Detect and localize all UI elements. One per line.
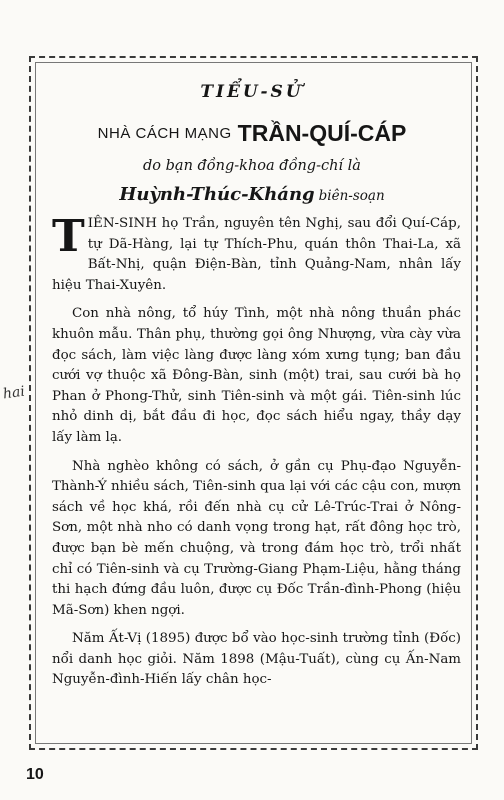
author-line — [0, 184, 504, 205]
subtitle — [0, 120, 504, 147]
page-number: 10 — [26, 766, 44, 783]
paragraph: Nhà nghèo không có sách, ở gần cụ Phụ-đạo Nguyễn-Thành-Ý nhiều sách, Tiên-sinh qua lại với các cậu con, mượn sách về học khá, rồi đến nhà cụ cử Lê-Trúc-Trai ở Nông-Sơn, một nhà nho có danh vọng trong hạt, rất đông học trò, được bạn bè mến chuộng, và trong đám học trò, trổi nhất chỉ có Tiên-sinh và cụ Trường-Giang Phạm-Liệu, hằng tháng thi hạch đứng đầu luôn, được cụ Đốc Trần-đình-Phong (hiệu Mã-Sơn) khen ngợi. — [52, 458, 461, 618]
paragraph-text: IÊN-SINH họ Trần, nguyên tên Nghị, sau đổi Quí-Cáp, tự Dã-Hàng, lại tự Thích-Phu, quán thôn Thai-La, xã Bất-Nhị, quận Điện-Bàn, tỉnh Quảng-Nam, nhân lấy hiệu Thai-Xuyên. — [52, 216, 461, 293]
subtitle-name: TRẦN-QUÍ-CÁP — [237, 120, 407, 146]
drop-cap: T — [52, 211, 85, 262]
paragraph: Năm Ất-Vị (1895) được bổ vào học-sinh trường tỉnh (Đốc) nổi danh học giỏi. Năm 1898 (Mậu-Tuất), cùng cụ Ấn-Nam Nguyễn-đình-Hiến lấy chân học- — [52, 631, 461, 688]
handwritten-margin-note: hai — [1, 383, 26, 403]
subtitle-prefix: NHÀ CÁCH MẠNG — [97, 125, 232, 142]
author-name: Huỳnh-Thúc-Kháng — [119, 184, 315, 205]
paragraph: Con nhà nông, tổ húy Tình, một nhà nông thuần phác khuôn mẫu. Thân phụ, thường gọi ông Nhượng, vừa cày vừa đọc sách, làm việc làng được làng xóm xưng tụng; ban đầu cưới vợ thuộc xã Đông-Bàn, sinh (một) trai, sau cưới bà họ Phan ở Phong-Thử, sinh Tiên-sinh và một gái. Tiên-sinh lúc nhỏ dinh dị, bắt đầu đi học, đọc sách hiểu ngay, thầy dạy lấy làm lạ. — [52, 306, 461, 445]
page-title: TIỂU-SỬ — [200, 82, 304, 102]
paragraph — [52, 211, 461, 296]
biography-text — [52, 211, 461, 699]
author-role: biên-soạn — [318, 188, 385, 204]
byline: do bạn đồng-khoa đồng-chí là — [143, 158, 361, 174]
